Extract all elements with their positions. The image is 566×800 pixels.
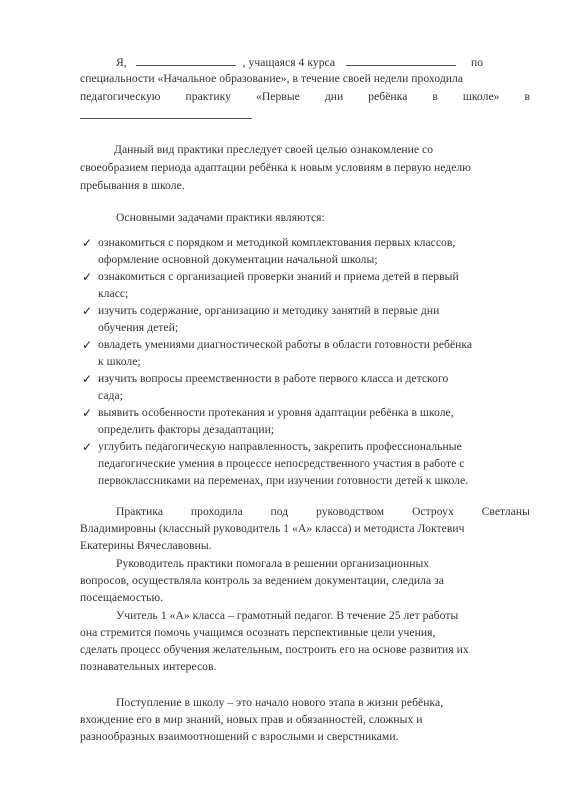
group-blank-field xyxy=(346,54,456,66)
checkmark-icon: ✓ xyxy=(82,372,93,386)
checkmark-icon: ✓ xyxy=(82,338,93,352)
teacher-line-2: она стремится помочь учащимся осознать перспективные цели учения, xyxy=(80,626,436,639)
leader-line-1: Руководитель практики помогала в решении организационных xyxy=(116,557,430,570)
name-blank-field xyxy=(136,54,236,66)
school-line-1: Поступление в школу – это начало нового этапа в жизни ребёнка, xyxy=(116,696,444,709)
checkmark-icon: ✓ xyxy=(82,440,93,454)
task-3-line-1: изучить содержание, организацию и методику занятий в первые дни xyxy=(98,304,440,317)
task-7-line-1: углубить педагогическую направленность, закрепить профессиональные xyxy=(98,440,462,453)
task-2-line-1: ознакомиться с организацией проверки знаний и приема детей в первый xyxy=(98,270,459,283)
task-3-line-2: обучения детей; xyxy=(98,321,179,334)
checkmark-icon: ✓ xyxy=(82,304,93,318)
intro-ya: Я, xyxy=(116,56,127,69)
task-7-line-2: педагогические умения в процессе непосредственного участия в работе с xyxy=(98,457,465,470)
teacher-line-1: Учитель 1 «А» класса – грамотный педагог. В течение 25 лет работы xyxy=(116,609,459,622)
task-2-line-2: класс; xyxy=(98,287,129,300)
task-6-line-1: выявить особенности протекания и уровня адаптации ребёнка в школе, xyxy=(98,406,454,419)
school-line-2: вхождение его в мир знаний, новых прав и обязанностей, сложных и xyxy=(80,713,423,726)
school-line-3: разнообразных взаимоотношений с взрослыми и сверстниками. xyxy=(80,730,399,743)
task-4-line-2: к школе; xyxy=(98,355,141,368)
intro-line-1 xyxy=(116,54,510,71)
purpose-line-3: пребывания в школе. xyxy=(80,179,185,192)
task-5-line-2: сада; xyxy=(98,389,123,402)
teacher-line-3: сделать процесс обучения желательным, построить его на основе развития их xyxy=(80,643,469,656)
intro-line-4 xyxy=(80,107,252,124)
teacher-line-4: познавательных интересов. xyxy=(80,660,217,673)
intro-line-2: специальности «Начальное образование», в течение своей недели проходила xyxy=(80,72,464,85)
task-4-line-1: овладеть умениями диагностической работы в области готовности ребёнка xyxy=(98,338,473,351)
intro-line-3: педагогическую практику «Первые дни ребёнка в школе» в xyxy=(80,90,530,103)
checkmark-icon: ✓ xyxy=(82,270,93,284)
task-6-line-2: определить факторы дезадаптации; xyxy=(98,423,275,436)
purpose-line-2: своеобразием периода адаптации ребёнка к новым условиям в первую неделю xyxy=(80,161,471,174)
supervision-line-3: Екатерины Вячеславовны. xyxy=(80,539,212,552)
leader-line-2: вопросов, осуществляла контроль за ведением документации, следила за xyxy=(80,574,444,587)
leader-line-3: посещаемостью. xyxy=(80,591,164,604)
purpose-line-1: Данный вид практики преследует своей целью ознакомление со xyxy=(114,143,434,156)
intro-po: по xyxy=(471,56,484,69)
task-5-line-1: изучить вопросы преемственности в работе первого класса и детского xyxy=(98,372,449,385)
supervision-line-1: Практика проходила под руководством Остроух Светланы xyxy=(116,505,530,518)
supervision-line-2: Владимировны (классный руководитель 1 «А» класса) и методиста Локтевич xyxy=(80,522,465,535)
task-1-line-2: оформление основной документации начальной школы; xyxy=(98,253,378,266)
task-7-line-3: первоклассниками на переменах, при изучении готовности детей к школе. xyxy=(98,474,469,487)
task-1-line-1: ознакомиться с порядком и методикой комплектования первых классов, xyxy=(98,236,456,249)
location-blank-field xyxy=(80,107,252,119)
tasks-heading: Основными задачами практики являются: xyxy=(116,211,325,224)
intro-course: , учащаяся 4 курса xyxy=(242,56,336,69)
checkmark-icon: ✓ xyxy=(82,236,93,250)
checkmark-icon: ✓ xyxy=(82,406,93,420)
